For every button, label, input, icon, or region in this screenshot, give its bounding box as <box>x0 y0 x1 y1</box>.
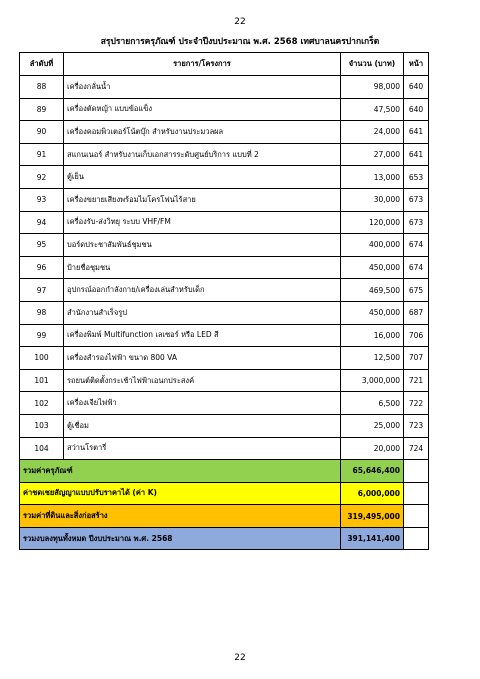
table-row <box>20 279 429 302</box>
row-item: ป้ายชื่อชุมชน <box>64 256 341 279</box>
table-row <box>20 369 429 392</box>
summary-row <box>20 505 429 528</box>
row-number: 94 <box>20 211 64 234</box>
row-amount: 16,000 <box>341 324 404 347</box>
row-amount: 30,000 <box>341 188 404 211</box>
summary-amount: 319,495,000 <box>341 505 404 528</box>
row-amount: 24,000 <box>341 121 404 144</box>
row-number: 91 <box>20 143 64 166</box>
row-number: 103 <box>20 414 64 437</box>
row-page: 675 <box>404 279 429 302</box>
table-row <box>20 392 429 415</box>
row-page: 721 <box>404 369 429 392</box>
summary-label: ค่าชดเชยสัญญาแบบปรับราคาได้ (ค่า K) <box>20 482 341 505</box>
row-page: 641 <box>404 121 429 144</box>
summary-row <box>20 527 429 550</box>
row-item: เครื่องพิมพ์ Multifunction เลเซอร์ หรือ LED สี <box>64 324 341 347</box>
row-number: 89 <box>20 98 64 121</box>
summary-row <box>20 460 429 483</box>
summary-label: รวมงบลงทุนทั้งหมด ปีงบประมาณ พ.ศ. 2568 <box>20 527 341 550</box>
row-number: 93 <box>20 188 64 211</box>
row-amount: 3,000,000 <box>341 369 404 392</box>
row-amount: 450,000 <box>341 256 404 279</box>
table-row <box>20 121 429 144</box>
row-page: 640 <box>404 98 429 121</box>
table-row <box>20 324 429 347</box>
row-item: อุปกรณ์ออกกำลังกาย/เครื่องเล่นสำหรับเด็ก <box>64 279 341 302</box>
table-row <box>20 414 429 437</box>
row-page: 722 <box>404 392 429 415</box>
summary-label: รวมค่าที่ดินและสิ่งก่อสร้าง <box>20 505 341 528</box>
row-amount: 98,000 <box>341 76 404 99</box>
row-item: เครื่องคอมพิวเตอร์โน้ตบุ๊ก สำหรับงานประมวลผล <box>64 121 341 144</box>
summary-label: รวมค่าครุภัณฑ์ <box>20 460 341 483</box>
row-number: 96 <box>20 256 64 279</box>
summary-row <box>20 482 429 505</box>
summary-amount: 391,141,400 <box>341 527 404 550</box>
summary-amount: 6,000,000 <box>341 482 404 505</box>
table-row <box>20 301 429 324</box>
row-number: 90 <box>20 121 64 144</box>
table-row <box>20 166 429 189</box>
budget-summary-table <box>19 52 429 550</box>
row-item: รถยนต์ติดตั้งกระเช้าไฟฟ้าเอนกประสงค์ <box>64 369 341 392</box>
row-item: สว่านโรตารี่ <box>64 437 341 460</box>
table-row <box>20 256 429 279</box>
row-page: 653 <box>404 166 429 189</box>
row-item: เครื่องขยายเสียงพร้อมไมโครโฟนไร้สาย <box>64 188 341 211</box>
row-page: 673 <box>404 188 429 211</box>
table-row <box>20 211 429 234</box>
row-page: 673 <box>404 211 429 234</box>
header-page: หน้า <box>404 53 429 76</box>
header-no: ลำดับที่ <box>20 53 64 76</box>
summary-page-blank <box>404 505 429 528</box>
row-amount: 469,500 <box>341 279 404 302</box>
page-title: สรุปรายการครุภัณฑ์ ประจำปีงบประมาณ พ.ศ. 2568 เทศบาลนครปากเกร็ด <box>100 37 380 47</box>
table-row <box>20 347 429 370</box>
table-row <box>20 76 429 99</box>
row-amount: 20,000 <box>341 437 404 460</box>
summary-page-blank <box>404 460 429 483</box>
row-item: เครื่องรับ-ส่งวิทยุ ระบบ VHF/FM <box>64 211 341 234</box>
table-row <box>20 188 429 211</box>
row-amount: 12,500 <box>341 347 404 370</box>
header-item: รายการ/โครงการ <box>64 53 341 76</box>
row-number: 100 <box>20 347 64 370</box>
row-number: 99 <box>20 324 64 347</box>
row-item: บอร์ดประชาสัมพันธ์ชุมชน <box>64 234 341 257</box>
table-row <box>20 234 429 257</box>
row-number: 97 <box>20 279 64 302</box>
row-number: 104 <box>20 437 64 460</box>
row-item: สแกนเนอร์ สำหรับงานเก็บเอกสารระดับศูนย์บริการ แบบที่ 2 <box>64 143 341 166</box>
row-amount: 400,000 <box>341 234 404 257</box>
row-number: 88 <box>20 76 64 99</box>
row-page: 706 <box>404 324 429 347</box>
table-row <box>20 437 429 460</box>
row-item: ตู้เย็น <box>64 166 341 189</box>
row-amount: 450,000 <box>341 301 404 324</box>
row-page: 687 <box>404 301 429 324</box>
row-page: 707 <box>404 347 429 370</box>
row-page: 674 <box>404 234 429 257</box>
row-amount: 47,500 <box>341 98 404 121</box>
row-amount: 120,000 <box>341 211 404 234</box>
row-item: สำนักงานสำเร็จรูป <box>64 301 341 324</box>
row-amount: 27,000 <box>341 143 404 166</box>
summary-amount: 65,646,400 <box>341 460 404 483</box>
summary-page-blank <box>404 527 429 550</box>
row-number: 101 <box>20 369 64 392</box>
page-number-bottom: 22 <box>234 653 246 663</box>
row-item: เครื่องตัดหญ้า แบบข้อแข็ง <box>64 98 341 121</box>
row-page: 640 <box>404 76 429 99</box>
table-row <box>20 143 429 166</box>
row-item: เครื่องสำรองไฟฟ้า ขนาด 800 VA <box>64 347 341 370</box>
row-number: 92 <box>20 166 64 189</box>
row-item: เครื่องเจียไฟฟ้า <box>64 392 341 415</box>
row-page: 724 <box>404 437 429 460</box>
table-header-row <box>20 53 429 76</box>
row-page: 723 <box>404 414 429 437</box>
row-amount: 6,500 <box>341 392 404 415</box>
row-number: 98 <box>20 301 64 324</box>
row-amount: 25,000 <box>341 414 404 437</box>
row-page: 641 <box>404 143 429 166</box>
row-number: 102 <box>20 392 64 415</box>
page-number-top: 22 <box>234 17 246 27</box>
row-page: 674 <box>404 256 429 279</box>
header-amount: จำนวน (บาท) <box>341 53 404 76</box>
row-number: 95 <box>20 234 64 257</box>
summary-page-blank <box>404 482 429 505</box>
row-item: เครื่องกลั่นน้ำ <box>64 76 341 99</box>
table-row <box>20 98 429 121</box>
row-amount: 13,000 <box>341 166 404 189</box>
row-item: ตู้เชื่อม <box>64 414 341 437</box>
